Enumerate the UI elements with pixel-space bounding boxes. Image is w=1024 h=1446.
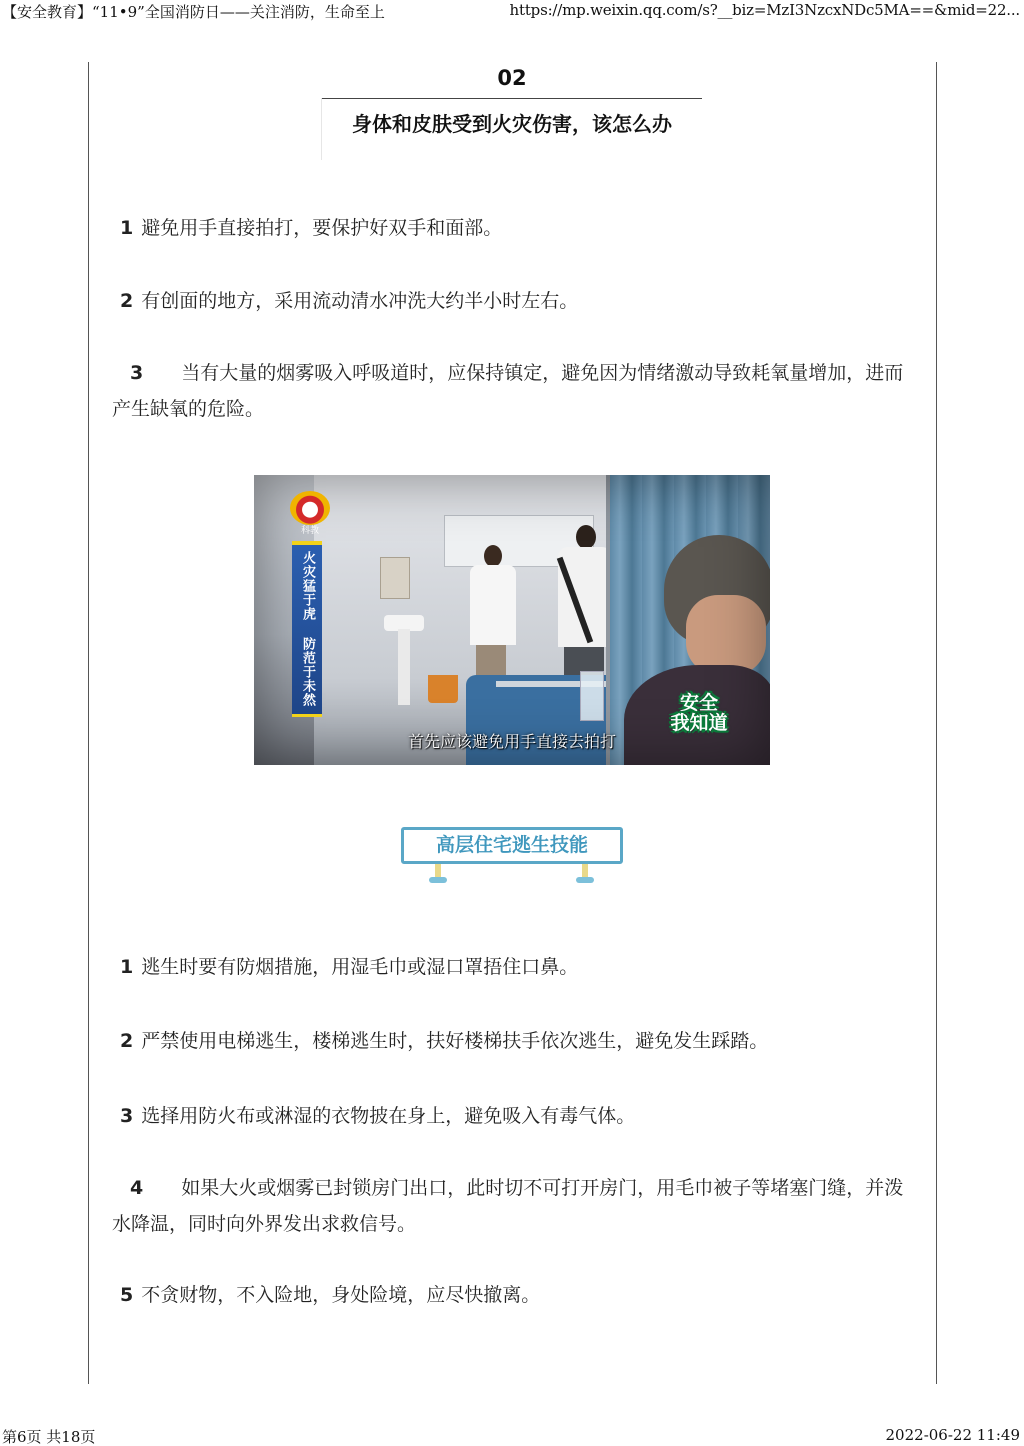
section-divider	[321, 98, 702, 99]
channel-logo	[286, 491, 334, 536]
channel-logo-label: 科教	[300, 526, 319, 536]
print-page-title: 【安全教育】“11•9”全国消防日——关注消防，生命至上	[2, 3, 385, 21]
escape-item-text: 如果大火或烟雾已封锁房门出口，此时切不可打开房门，用毛巾被子等堵塞门缝，并泼水降温，同时向外界发出求救信号。	[112, 1177, 904, 1235]
print-page-url: https://mp.weixin.qq.com/s?__biz=MzI3NzcxNDc5MA==&mid=22...	[509, 1, 1020, 19]
injury-item-text: 有创面的地方，采用流动清水冲洗大约半小时左右。	[141, 290, 579, 312]
escape-item-text: 严禁使用电梯逃生，楼梯逃生时，扶好楼梯扶手依次逃生，避免发生踩踏。	[141, 1030, 769, 1052]
escape-item-number: 1	[120, 956, 134, 978]
escape-item-number: 4	[130, 1177, 144, 1199]
photo-side-banner	[292, 541, 322, 717]
content-right-border	[936, 62, 937, 1384]
injury-item	[112, 283, 912, 319]
injury-item-number: 3	[130, 362, 144, 384]
photo-subtitle: 首先应该避免用手直接去拍打	[407, 732, 616, 751]
safety-badge	[664, 693, 734, 733]
escape-item-number: 5	[120, 1284, 134, 1306]
section-number: 02	[497, 66, 527, 90]
safety-badge-line2: 我知道	[670, 712, 728, 734]
photo-side-banner-text: 火灾猛于虎 防范于未然	[300, 551, 315, 707]
injury-item	[112, 210, 912, 246]
escape-item	[112, 1170, 912, 1242]
injury-item	[112, 355, 912, 427]
escape-item-text: 不贪财物，不入险地，身处险境，应尽快撤离。	[141, 1284, 541, 1306]
print-datetime: 2022-06-22 11:49	[885, 1426, 1020, 1444]
injury-item-number: 1	[120, 217, 134, 239]
escape-skills-sign: 高层住宅逃生技能	[401, 827, 623, 864]
channel-logo-icon	[290, 491, 330, 525]
escape-item-number: 2	[120, 1030, 134, 1052]
safety-badge-line1: 安全	[679, 692, 718, 714]
injury-item-text: 当有大量的烟雾吸入呼吸道时，应保持镇定，避免因为情绪激动导致耗氧量增加，进而产生缺氧的危险。	[112, 362, 904, 420]
print-page-number: 第6页 共18页	[2, 1428, 96, 1446]
escape-item	[112, 1023, 912, 1059]
escape-item	[112, 1277, 912, 1313]
content-left-border	[88, 62, 89, 1384]
escape-item-text: 逃生时要有防烟措施，用湿毛巾或湿口罩捂住口鼻。	[141, 956, 579, 978]
escape-item	[112, 949, 912, 985]
sign-post	[435, 864, 441, 878]
escape-item-text: 选择用防火布或淋湿的衣物披在身上，避免吸入有毒气体。	[141, 1105, 636, 1127]
escape-item	[112, 1098, 912, 1134]
sign-post-base	[429, 877, 447, 883]
injury-item-text: 避免用手直接拍打，要保护好双手和面部。	[141, 217, 503, 239]
sign-post-base	[576, 877, 594, 883]
escape-item-number: 3	[120, 1105, 134, 1127]
injury-item-number: 2	[120, 290, 134, 312]
hospital-photo	[254, 475, 770, 765]
print-header	[0, 0, 1024, 26]
print-footer	[0, 1424, 1024, 1446]
section-title: 身体和皮肤受到火灾伤害，该怎么办	[352, 112, 672, 136]
sign-post	[582, 864, 588, 878]
